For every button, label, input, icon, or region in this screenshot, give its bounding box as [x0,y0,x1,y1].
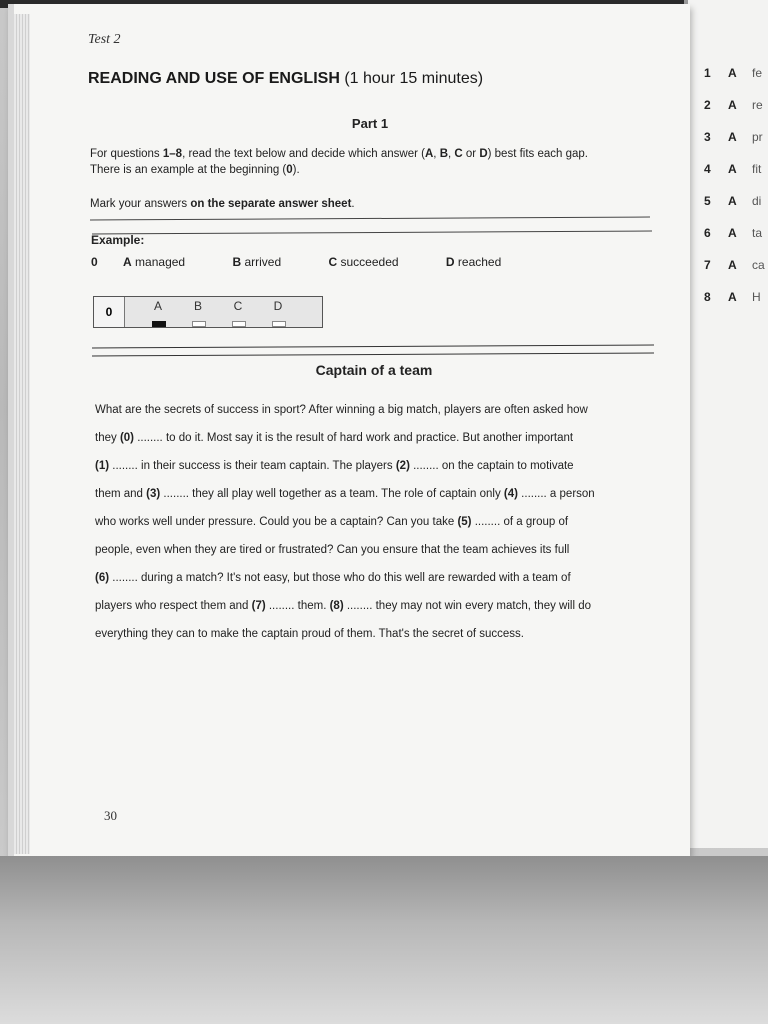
question-number: 7 [704,258,711,272]
mark-text: Mark your answers [90,198,191,210]
option-letter: A [728,130,737,144]
text-line [95,484,660,512]
option-letter: B [232,255,242,269]
question-number: 3 [704,130,711,144]
text-segment: everything they can to make the captain proud of them. That's the secret of success. [95,628,524,640]
text-segment: people, even when they are tired or frustrated? Can you ensure that the team achieves its full [95,544,570,556]
mark-instruction [90,198,355,210]
text-segment: ........ to do it. Most say it is the result of hard work and practice. But another important [134,432,574,444]
example-answer-box [93,296,323,328]
option-word: managed [135,255,186,269]
instr-example-num: 0 [286,164,293,176]
question-number: 1 [704,66,711,80]
option-word: ca [752,258,765,272]
answer-box-number: 0 [94,297,125,327]
option-word: fit [752,162,762,176]
facing-option-row [704,98,763,112]
option-word: pr [752,130,763,144]
facing-option-row [704,162,761,176]
text-line [95,540,660,568]
question-number: 5 [704,194,711,208]
option-letter: A [123,255,132,269]
text-segment: ........ on the captain to motivate [409,460,574,472]
gap-number: (2) [395,460,410,472]
instr-text: For questions [90,148,163,160]
example-option-a [123,255,207,269]
option-word: arrived [244,255,282,269]
instr-text: or [462,148,480,160]
facing-option-row [704,290,761,304]
option-word: fe [752,66,763,80]
text-segment: players who respect them and [95,600,252,612]
example-option-d [446,255,523,269]
example-number-value: 0 [91,255,98,269]
answer-box-letter-c: C [233,299,243,313]
instr-text: , read the text below and decide which answer ( [182,148,425,160]
mark-emphasis: on the separate answer sheet [190,198,352,210]
answer-box-letter-a: A [153,299,162,313]
text-segment: What are the secrets of success in sport? After winning a big match, players are often asked how [95,404,588,416]
instr-range: 1–8 [162,148,183,160]
text-segment: they [95,432,120,444]
gap-number: (4) [503,488,518,500]
text-line [95,428,660,456]
gap-number: (3) [146,488,161,500]
facing-option-row [704,194,761,208]
question-number: 2 [704,98,711,112]
facing-option-row [704,258,765,272]
example-option-c [328,255,420,269]
option-letter: A [728,162,737,176]
gap-number: (6) [95,572,110,584]
mark-text: . [351,198,355,210]
text-segment: who works well under pressure. Could you be a captain? Can you take [95,516,458,528]
text-title: Captain of a team [315,362,433,378]
page-number: 30 [104,808,117,823]
answer-box-letter-b: B [193,299,202,313]
text-segment: ........ a person [517,488,595,500]
instructions [90,146,650,178]
option-letter: D [445,255,455,269]
text-line [95,568,660,596]
instr-letter: A [424,148,434,160]
text-line [95,512,660,540]
part-heading: Part 1 [351,116,389,131]
instr-text: , [433,148,440,160]
page-edge [14,14,30,854]
option-letter: A [728,290,737,304]
option-letter: A [728,226,737,240]
instr-text: There is an example at the beginning ( [90,164,287,176]
answer-box-letter-d: D [273,299,283,313]
text-segment: ........ they may not win every match, they will do [343,600,592,612]
option-word: ta [752,226,763,240]
example-options [91,255,545,269]
option-letter: A [728,258,737,272]
answer-mark-d [272,321,286,327]
text-line [95,624,660,652]
text-segment: ........ in their success is their team captain. The players [109,460,396,472]
section-title [88,70,483,88]
text-segment: ........ they all play well together as a team. The role of captain only [160,488,504,500]
option-letter: C [328,255,338,269]
facing-option-row [704,226,762,240]
question-number: 8 [704,290,711,304]
example-option-b [232,255,303,269]
option-word: H [752,290,761,304]
gap-number: (8) [329,600,344,612]
question-number: 6 [704,226,711,240]
text-line [95,400,660,428]
facing-option-row [704,66,762,80]
option-word: reached [457,255,502,269]
instr-letter: C [454,148,463,160]
text-segment: ........ during a match? It's not easy, but those who do this well are rewarded with a team of [109,572,571,584]
option-letter: A [728,66,737,80]
example-label: Example: [91,233,145,247]
test-label: Test 2 [88,32,121,47]
gap-number: (7) [251,600,266,612]
instr-text: ). [292,164,300,176]
instr-letter: B [439,148,448,160]
gap-number: (1) [95,460,110,472]
option-word: succeeded [340,255,399,269]
answer-mark-b [192,321,206,327]
section-title-bold: READING AND USE OF ENGLISH [88,70,340,87]
option-word: di [752,194,762,208]
option-word: re [752,98,763,112]
text-segment: ........ of a group of [471,516,569,528]
facing-option-row [704,130,763,144]
gap-number: (5) [457,516,472,528]
example-number [91,255,98,269]
background-surface [0,856,768,1024]
text-line [95,596,660,624]
instr-letter: D [479,148,488,160]
answer-mark-c [232,321,246,327]
text-segment: them and [95,488,147,500]
instr-text: , [448,148,455,160]
instr-text: ) best fits each gap. [487,148,589,160]
reading-text [95,400,660,652]
answer-mark-a [152,321,166,327]
text-line [95,456,660,484]
gap-number: (0) [119,432,134,444]
question-number: 4 [704,162,711,176]
option-letter: A [728,98,737,112]
option-letter: A [728,194,737,208]
text-segment: ........ them. [265,600,330,612]
section-title-duration: (1 hour 15 minutes) [339,70,484,87]
